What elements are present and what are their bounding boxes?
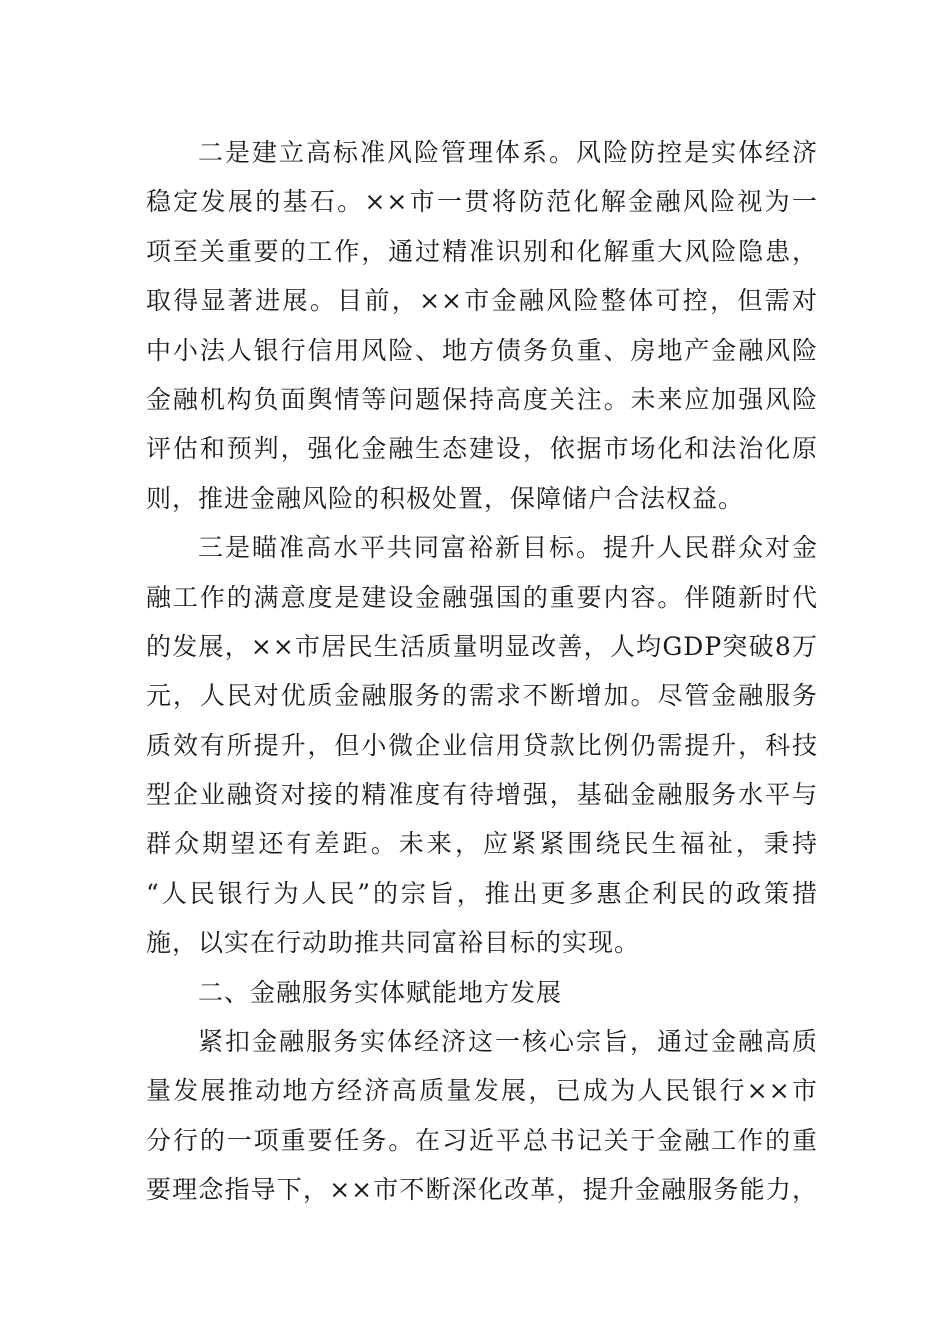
text-line: 群众期望还有差距。未来，应紧紧围绕民生福祉，秉持	[146, 829, 818, 859]
text-line: 取得显著进展。目前，××市金融风险整体可控，但需对	[146, 286, 818, 316]
text-line: 则，推进金融风险的积极处置，保障储户合法权益。	[146, 483, 745, 513]
text-line: 要理念指导下，××市不断深化改革，提升金融服务能力，	[146, 1175, 818, 1205]
text-line: 稳定发展的基石。××市一贯将防范化解金融风险视为一	[146, 187, 818, 217]
text-line: 二是建立高标准风险管理体系。风险防控是实体经济	[198, 138, 818, 167]
text-line: “人民银行为人民”的宗旨，推出更多惠企利民的政策措	[146, 878, 818, 908]
text-line: 评估和预判，强化金融生态建设，依据市场化和法治化原	[146, 434, 818, 464]
text-line: 型企业融资对接的精准度有待增强，基础金融服务水平与	[146, 780, 818, 810]
text-line: 中小法人银行信用风险、地方债务负重、房地产金融风险	[146, 335, 818, 365]
text-line: 的发展，××市居民生活质量明显改善，人均GDP突破8万	[146, 631, 818, 661]
text-line: 质效有所提升，但小微企业信用贷款比例仍需提升，科技	[146, 730, 818, 760]
body-text	[146, 128, 818, 1215]
text-line: 分行的一项重要任务。在习近平总书记关于金融工作的重	[146, 1125, 818, 1155]
text-line: 项至关重要的工作，通过精准识别和化解重大风险隐患，	[146, 236, 818, 266]
text-line: 金融机构负面舆情等问题保持高度关注。未来应加强风险	[146, 384, 818, 414]
text-line: 量发展推动地方经济高质量发展，已成为人民银行××市	[146, 1076, 818, 1106]
text-line: 三是瞄准高水平共同富裕新目标。提升人民群众对金	[198, 533, 818, 563]
text-line: 融工作的满意度是建设金融强国的重要内容。伴随新时代	[146, 582, 818, 612]
text-line: 施，以实在行动助推共同富裕目标的实现。	[146, 928, 641, 958]
text-line: 紧扣金融服务实体经济这一核心宗旨，通过金融高质	[198, 1027, 818, 1057]
text-line: 元，人民对优质金融服务的需求不断增加。尽管金融服务	[146, 681, 818, 711]
section-heading: 二、金融服务实体赋能地方发展	[198, 977, 563, 1007]
